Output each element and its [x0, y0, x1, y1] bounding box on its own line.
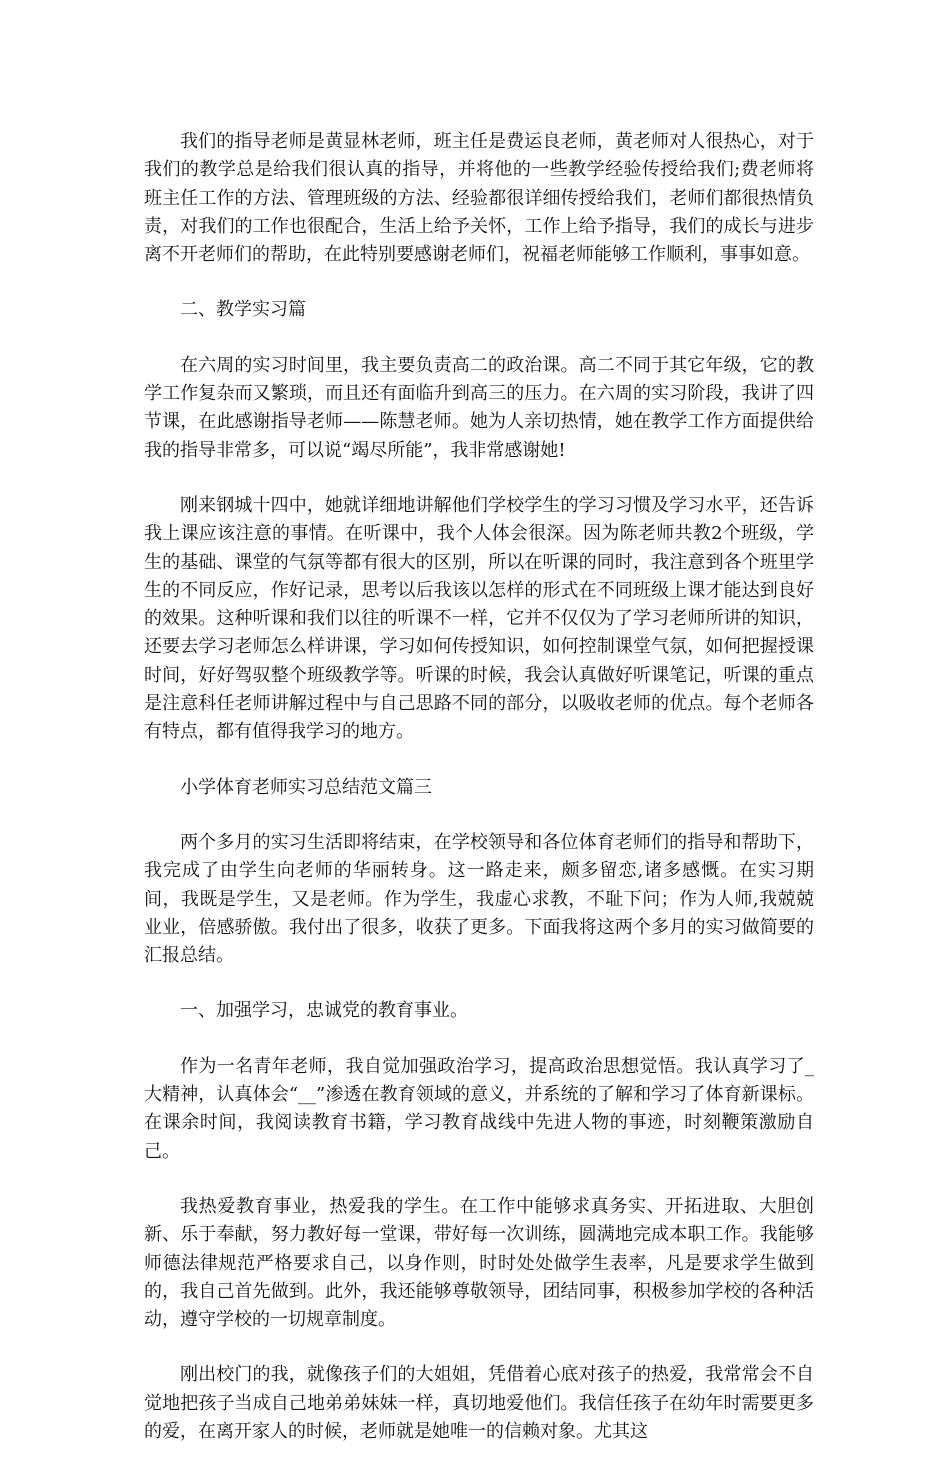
- paragraph-six-weeks: 在六周的实习时间里，我主要负责高二的政治课。高二不同于其它年级，它的教学工作复杂而又繁琐，而且还有面临升到高三的压力。在六周的实习阶段，我讲了四节课，在此感谢指导老师——陈慧老师。她为人亲切热情，她在教学工作方面提供给我的指导非常多，可以说“竭尽所能”，我非常感谢她!: [144, 354, 814, 461]
- paragraph-listening-class: 刚来钢城十四中，她就详细地讲解他们学校学生的学习习惯及学习水平，还告诉我上课应该注意的事情。在听课中，我个人体会很深。因为陈老师共教2个班级，学生的基础、课堂的气氛等都有很大的区别，所以在听课的同时，我注意到各个班里学生的不同反应，作好记录，思考以后我该以怎样的形式在不同班级上课才能达到良好的效果。这种听课和我们以往的听课不一样，它并不仅仅为了学习老师所讲的知识，还要去学习老师怎么样讲课，学习如何传授知识，如何控制课堂气氛，如何把握授课时间，好好驾驭整个班级教学等。听课的时候，我会认真做好听课笔记，听课的重点是注意科任老师讲解过程中与自己思路不同的部分，以吸收老师的优点。每个老师各有特点，都有值得我学习的地方。: [144, 494, 814, 743]
- paragraph-big-sister: 刚出校门的我，就像孩子们的大姐姐，凭借着心底对孩子的热爱，我常常会不自觉地把孩子当成自己地弟弟妹妹一样，真切地爱他们。我信任孩子在幼年时需要更多的爱，在离开家人的时候，老师就是她唯一的信赖对象。尤其这: [144, 1364, 814, 1442]
- section-heading-teaching-practice: 二、教学实习篇: [180, 299, 306, 321]
- paragraph-love-education: 我热爱教育事业，热爱我的学生。在工作中能够求真务实、开拓进取、大胆创新、乐于奉献，努力教好每一堂课，带好每一次训练，圆满地完成本职工作。我能够师德法律规范严格要求自己，以身作则，时时处处做学生表率，凡是要求学生做到的，我自己首先做到。此外，我还能够尊敬领导，团结同事，积极参加学校的各种活动，遵守学校的一切规章制度。: [144, 1195, 814, 1331]
- paragraph-teachers-thanks: 我们的指导老师是黄显林老师，班主任是费运良老师，黄老师对人很热心，对于我们的教学总是给我们很认真的指导，并将他的一些教学经验传授给我们;费老师将班主任工作的方法、管理班级的方法、经验都很详细传授给我们，老师们都很热情负责，对我们的工作也很配合，生活上给予关怀，工作上给予指导，我们的成长与进步离不开老师们的帮助，在此特别要感谢老师们，祝福老师能够工作顺利，事事如意。: [144, 131, 814, 266]
- section-heading-part-three: 小学体育老师实习总结范文篇三: [180, 776, 432, 798]
- paragraph-political-study: 作为一名青年老师，我自觉加强政治学习，提高政治思想觉悟。我认真学习了_大精神，认真体会“__”渗透在教育领域的意义，并系统的了解和学习了体育新课标。在课余时间，我阅读教育书籍，学习教育战线中先进人物的事迹，时刻鞭策激励自己。: [144, 1055, 814, 1162]
- document-page: [144, 128, 814, 1473]
- section-heading-study: 一、加强学习，忠诚党的教育事业。: [180, 1000, 468, 1022]
- paragraph-two-months: 两个多月的实习生活即将结束，在学校领导和各位体育老师们的指导和帮助下，我完成了由学生向老师的华丽转身。这一路走来，颇多留恋,诸多感慨。在实习期间，我既是学生，又是老师。作为学生，我虚心求教，不耻下问；作为人师,我兢兢业业，倍感骄傲。我付出了很多，收获了更多。下面我将这两个多月的实习做简要的汇报总结。: [144, 831, 814, 967]
